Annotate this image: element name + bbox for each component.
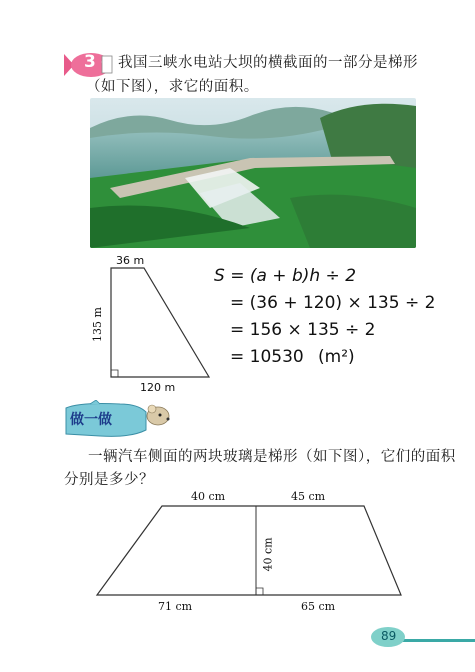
formula-line2: = (36 + 120) × 135 ÷ 2 bbox=[230, 293, 436, 313]
trapezoid2-height-label: 40 cm bbox=[261, 537, 275, 572]
trapezoid1-bottom-label: 120 m bbox=[140, 381, 176, 394]
trapezoid1-height-label: 135 m bbox=[90, 307, 104, 342]
formula-line1: S = (a + b)h ÷ 2 bbox=[214, 266, 357, 286]
exercise-badge-label: 做一做 bbox=[70, 412, 112, 428]
problem-text-line2: （如下图），求它的面积。 bbox=[86, 79, 259, 95]
exercise-text-line1: 一辆汽车侧面的两块玻璃是梯形（如下图），它们的面积 bbox=[88, 449, 456, 465]
formula-line3: = 156 × 135 ÷ 2 bbox=[230, 320, 376, 340]
trapezoid2-top-right-label: 45 cm bbox=[291, 490, 326, 503]
trapezoid2-top-left-label: 40 cm bbox=[191, 490, 226, 503]
trapezoid1-top-label: 36 m bbox=[116, 254, 145, 267]
exercise-text-line2: 分别是多少？ bbox=[64, 472, 154, 488]
trapezoid2-bottom-left-label: 71 cm bbox=[158, 600, 193, 613]
formula-line4-unit: (m²) bbox=[318, 347, 355, 367]
page-number: 89 bbox=[381, 629, 397, 643]
problem-number: 3 bbox=[84, 52, 96, 72]
formula-line4-value: = 10530 bbox=[230, 347, 304, 367]
problem-text-line1: 我国三峡水电站大坝的横截面的一部分是梯形 bbox=[118, 55, 418, 71]
dam-photo bbox=[90, 98, 416, 248]
dam-trapezoid-diagram bbox=[100, 262, 220, 382]
car-window-trapezoid-diagram bbox=[90, 500, 410, 600]
trapezoid2-bottom-right-label: 65 cm bbox=[301, 600, 336, 613]
